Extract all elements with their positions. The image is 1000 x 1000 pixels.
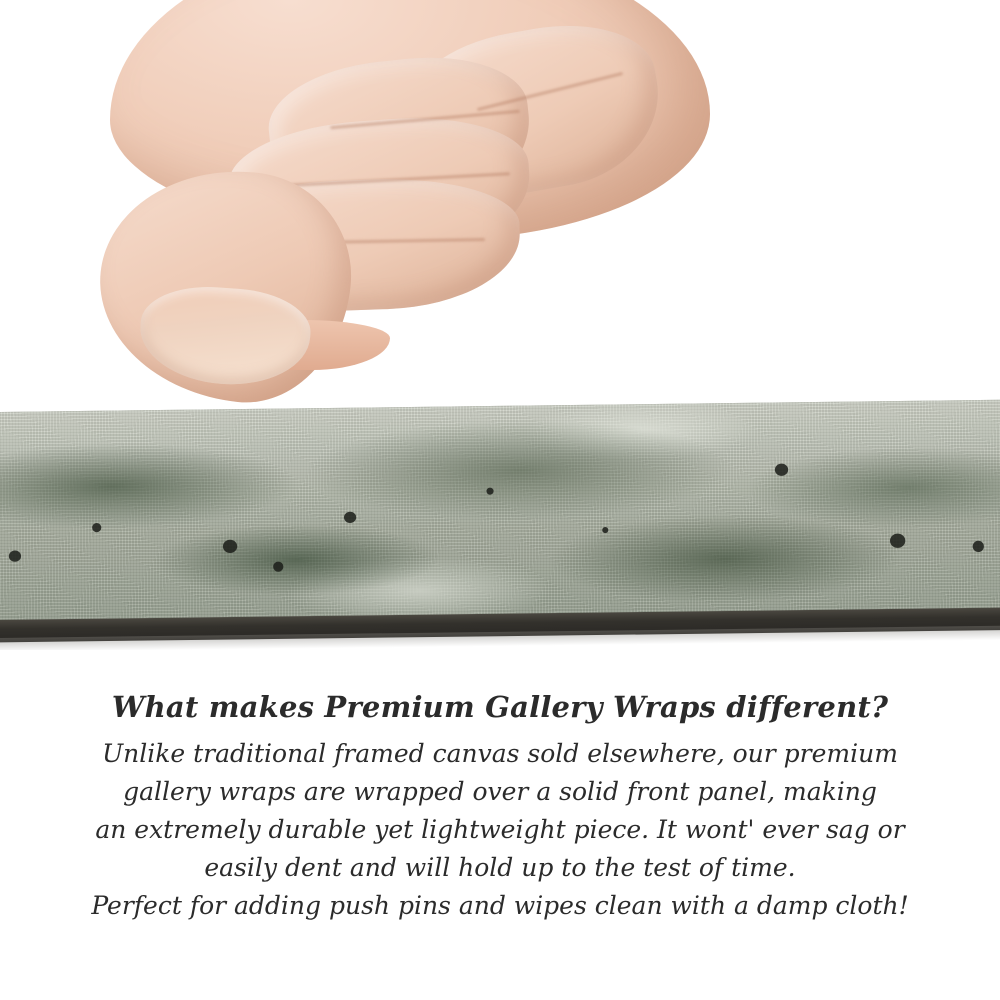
canvas-speck xyxy=(890,534,905,548)
caption-line: easily dent and will hold up to the test of time. xyxy=(204,853,796,882)
caption-line: gallery wraps are wrapped over a solid front panel, making xyxy=(123,777,877,806)
canvas-speck xyxy=(486,488,493,495)
canvas-speck xyxy=(273,562,283,572)
caption-line: Unlike traditional framed canvas sold elsewhere, our premium xyxy=(102,739,898,768)
canvas-speck xyxy=(775,464,788,476)
canvas-speck xyxy=(223,540,237,553)
caption-line: an extremely durable yet lightweight piece. It wont' ever sag or xyxy=(95,815,905,844)
canvas-speck xyxy=(344,512,356,523)
canvas-artwork-surface xyxy=(0,400,1000,629)
canvas-speck xyxy=(9,550,21,561)
canvas-speck xyxy=(92,523,101,532)
caption-line: Perfect for adding push pins and wipes clean with a damp cloth! xyxy=(91,891,909,920)
gallery-wrap-canvas xyxy=(0,408,1000,650)
canvas-speck xyxy=(602,527,608,533)
canvas-speck xyxy=(973,541,984,552)
caption-block xyxy=(0,690,1000,931)
caption-heading: What makes Premium Gallery Wraps different? xyxy=(111,690,889,724)
caption-body xyxy=(0,735,1000,925)
hand-photo xyxy=(80,0,720,440)
